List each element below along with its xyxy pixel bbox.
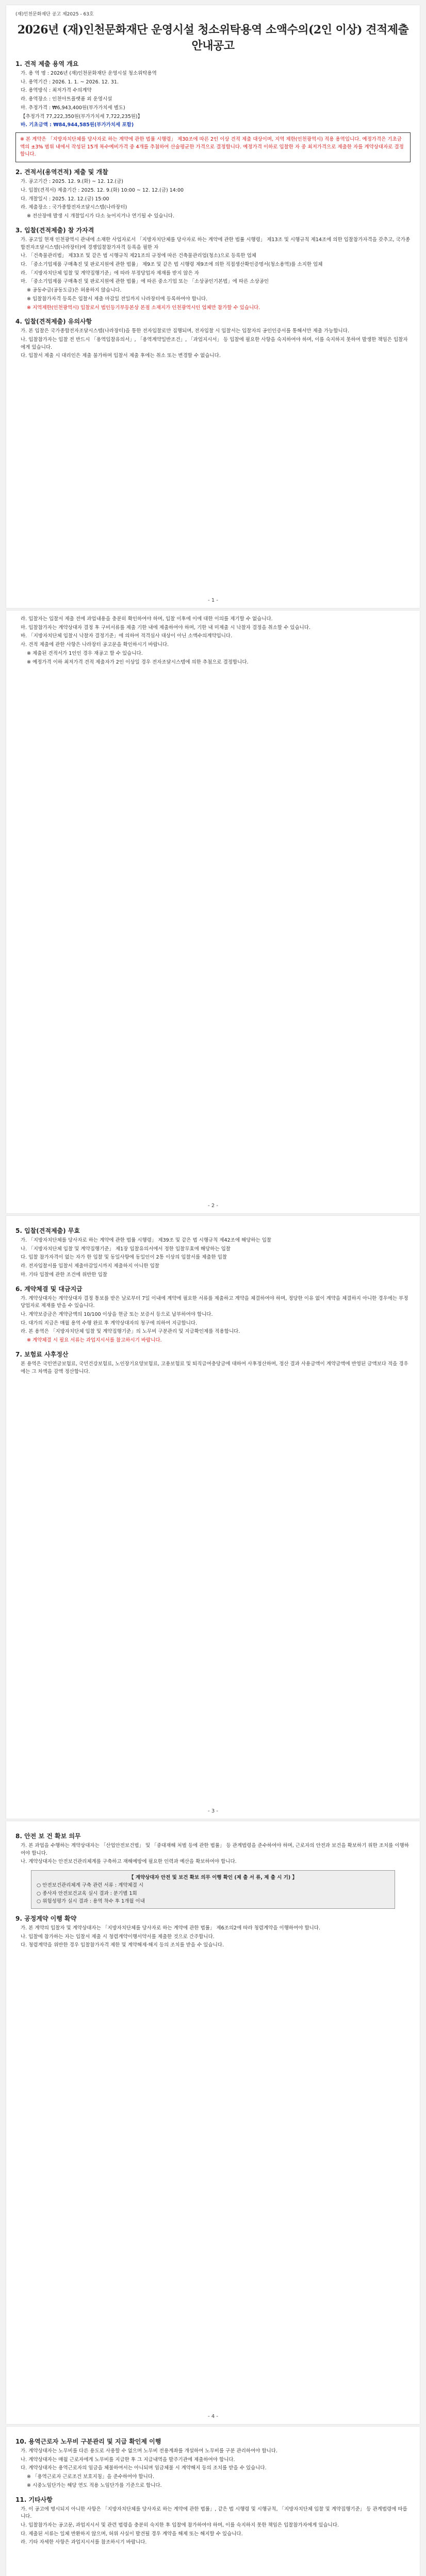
s10-note: ※ 「용역근로자 근로조건 보호지침」을 준수하여야 합니다. — [27, 2474, 154, 2480]
document-page-5 — [6, 2427, 420, 2576]
s4-item: 라. 입찰자는 입찰서 제출 전에 과업내용을 충분히 확인하여야 하며, 입찰 이후에 이에 대한 이의를 제기할 수 없습니다. — [21, 616, 273, 622]
s6-item: 다. 대가의 지급은 매월 용역 수행 완료 후 계약상대자의 청구에 의하여 지급합니다. — [21, 1320, 198, 1326]
s3-note: ※ 입찰참가자격 등록은 입찰서 제출 마감일 전일까지 나라장터에 등록하여야 합니다. — [27, 296, 208, 302]
s3-item: 가. 공고일 현재 인천광역시 관내에 소재한 사업자로서 「지방자치단체를 당사자로 하는 계약에 관한 법률 시행령」 제13조 및 시행규칙 제14조에 의한 입찰참가자격을 갖추고, 국가종합전자조달시스템(나라장터)에 경쟁입찰참가자격 등록을 필한 자 — [21, 236, 411, 250]
s7-text: 본 용역은 국민연금보험료, 국민건강보험료, 노인장기요양보험료, 고용보험료 및 퇴직급여충당금에 대하여 사후정산하며, 정산 결과 사용금액이 계약금액에 반영된 금액보다 적을 경우에는 그 차액을 감액 정산합니다. — [21, 1361, 408, 1375]
s4-note: ※ 예정가격 이하 최저가격 견적 제출자가 2인 이상일 경우 전자조달시스템에 의한 추첨으로 결정합니다. — [27, 659, 249, 665]
s2-item: 가. 공고기간 : 2025. 12. 9.(화) ~ 12. 12.(금) — [21, 179, 123, 185]
s4-item: 나. 입찰참가자는 입찰 전 반드시 「용역입찰유의서」, 「용역계약일반조건」, 「과업지시서」 등 입찰에 필요한 사항을 숙지하여야 하며, 이를 숙지하지 못하여 발생한 책임은 입찰자에게 있습니다. — [21, 336, 408, 350]
s1-item: 마. 추정가격 : ₩6,943,400원(부가가치세 별도) — [21, 105, 125, 111]
s4-item: 바. 「지방자치단체 입찰시 낙찰자 결정기준」에 의하여 적격심사 대상이 아닌 소액수의계약입니다. — [21, 633, 233, 639]
s6-item: 가. 계약상대자는 계약상대자 결정 통보를 받은 날로부터 7일 이내에 계약에 필요한 서류를 제출하고 계약을 체결하여야 하며, 정당한 이유 없이 계약을 체결하지 아니한 경우에는 부정당업자로 제재를 받을 수 있습니다. — [21, 1295, 408, 1309]
s5-item: 나. 「지방자치단체 입찰 및 계약집행기준」 제1장 입찰유의서에서 정한 입찰무효에 해당하는 입찰 — [21, 1246, 231, 1252]
s5-item: 가. 「지방자치단체를 당사자로 하는 계약에 관한 법률 시행령」 제39조 및 같은 법 시행규칙 제42조에 해당하는 입찰 — [21, 1238, 272, 1243]
s11-item: 가. 이 공고에 명시되지 아니한 사항은 「지방자치단체를 당사자로 하는 계약에 관한 법률」, 같은 법 시행령 및 시행규칙, 「지방자치단체 입찰 및 계약집행기준」 등 관계법령에 따릅니다. — [21, 2506, 407, 2520]
safety-box-title: 【 계약상대자 안전 및 보건 확보 의무 이행 확인 (제 출 서 류, 제 출 시 기) 】 — [128, 1875, 298, 1881]
s6-red-note: ※ 계약체결 시 필요 서류는 과업지시서를 참고하시기 바랍니다. — [27, 1337, 162, 1344]
document-page-2 — [6, 611, 420, 1213]
s1-item: 다. 용역방식 : 최저가격 수의계약 — [21, 88, 92, 94]
s3-item: 다. 「중소기업제품 구매촉진 및 판로지원에 관한 법률」 제9조 및 같은 법 시행령 제9조에 의한 직접생산확인증명서(청소용역)를 소지한 업체 — [21, 261, 323, 267]
page-number: - 1 - — [208, 598, 218, 603]
s4-item: 다. 입찰서 제출 시 대리인은 제출 불가하며 입찰서 제출 후에는 취소 또는 변경할 수 없습니다. — [21, 353, 221, 359]
s8-item: 가. 본 과업을 수행하는 계약상대자는 「산업안전보건법」 및 「중대재해 처벌 등에 관한 법률」 등 관계법령을 준수하여야 하며, 근로자의 안전과 보건을 확보하기 위한 조치를 이행하여야 합니다. — [21, 1843, 409, 1856]
s4-item: 사. 견적 제출에 관한 사항은 나라장터 공고문을 확인하시기 바랍니다. — [21, 642, 169, 648]
section-8-heading: 8. 안전 보 건 확보 의무 — [15, 1833, 81, 1840]
section-3-heading: 3. 입찰(견적제출) 참 가자격 — [15, 226, 94, 234]
safety-box-line: ○ 위험성평가 실시 결과 : 용역 착수 후 1개월 이내 — [37, 1898, 145, 1904]
s5-item: 다. 입찰 참가자격이 없는 자가 한 입찰 및 동일사항에 동일인이 2통 이상의 입찰서를 제출한 입찰 — [21, 1255, 227, 1261]
s9-item: 나. 입찰에 참가하는 자는 입찰서 제출 시 청렴계약이행서약서를 제출한 것으로 간주합니다. — [21, 1934, 215, 1940]
safety-box-line: ○ 안전보건관리체계 구축 관련 서류 : 계약체결 시 — [37, 1883, 143, 1889]
s2-item: 라. 제출장소 : 국가종합전자조달시스템(나라장터) — [21, 205, 127, 211]
s2-item: 다. 개찰일시 : 2025. 12. 12.(금) 15:00 — [21, 196, 109, 202]
document-page-4 — [6, 1821, 420, 2424]
s1-item: 라. 용역장소 : 인천아트플랫폼 외 운영시설 — [21, 96, 112, 103]
safety-requirements-box — [31, 1870, 395, 1909]
document-title: 2026년 (재)인천문화재단 운영시설 청소위탁용역 소액수의(2인 이상) 견적제출 안내공고 — [17, 23, 409, 53]
page-number: - 3 - — [208, 1808, 218, 1814]
s6-item: 라. 본 용역은 「지방자치단체 입찰 및 계약집행기준」의 노무비 구분관리 및 지급확인제를 적용합니다. — [21, 1329, 240, 1335]
section-10-heading: 10. 용역근로자 노무비 구분관리 및 지급 확인제 이행 — [15, 2438, 161, 2445]
s11-item: 라. 기타 자세한 사항은 과업지시서를 참조하시기 바랍니다. — [21, 2539, 147, 2546]
safety-box-line: ○ 종사자 안전보건교육 실시 결과 : 분기별 1회 — [37, 1890, 137, 1896]
s5-item: 라. 전자입찰서를 입찰서 제출마감일시까지 제출하지 아니한 입찰 — [21, 1263, 159, 1269]
s4-note: ※ 제출된 견적서가 1인인 경우 재공고 할 수 있습니다. — [27, 650, 143, 656]
section-5-heading: 5. 입찰(견적제출) 무효 — [15, 1227, 80, 1234]
document-page-1 — [6, 5, 420, 608]
s5-item: 마. 기타 입찰에 관한 조건에 위반한 입찰 — [21, 1272, 107, 1278]
s4-item: 마. 입찰참가자는 계약상대자 결정 후 구비서류를 제출 기한 내에 제출하여야 하며, 기한 내 미제출 시 낙찰자 결정을 취소할 수 있습니다. — [21, 624, 310, 631]
s2-note: ※ 전산장애 발생 시 개찰일시가 다소 늦어지거나 연기될 수 있습니다. — [27, 213, 174, 219]
page-number: - 4 - — [208, 2414, 218, 2419]
s3-note: ※ 공동수급(공동도급)은 허용하지 않습니다. — [27, 287, 122, 294]
s10-item: 다. 계약상대자는 용역근로자의 임금을 체불하여서는 아니되며 임금체불 시 계약해지 등의 조치를 받을 수 있습니다. — [21, 2465, 267, 2471]
section-1-heading: 1. 견적 제출 용역 개요 — [15, 60, 79, 67]
notice-number: (재)인천문화재단 공고 제2025 - 63호 — [15, 12, 94, 17]
section-2-heading: 2. 견적서(용역견적) 제출 및 개찰 — [15, 168, 108, 176]
s3-item: 라. 「지방자치단체 입찰 및 계약집행기준」에 따라 부정당업자 제재를 받지 않은 자 — [21, 270, 199, 276]
s4-item: 가. 본 입찰은 국가종합전자조달시스템(나라장터)을 통한 전자입찰로만 집행되며, 전자입찰 시 입찰서는 입찰자의 공인인증서를 통해서만 제출 가능합니다. — [21, 328, 349, 334]
s11-item: 다. 제출된 서류는 일체 반환하지 않으며, 허위 사실이 발견될 경우 계약을 해제 또는 해지할 수 있습니다. — [21, 2531, 243, 2537]
s10-item: 가. 계약상대자는 노무비를 다른 용도로 사용할 수 없으며 노무비 전용계좌를 개설하여 노무비를 구분 관리하여야 합니다. — [21, 2448, 277, 2454]
notice-box: ※ 본 계약은 「지방자치단체를 당사자로 하는 계약에 관한 법률 시행령」 제30조에 따른 2인 이상 견적 제출 대상이며, 지역 제한(인천광역시) 적용 용역입니다. 예정가격은 기초금액의 ±3% 범위 내에서 작성된 15개 복수예비가격 중 4개를 추첨하여 산술평균한 가격으로 결정합니다. 예정가격 이하로 입찰한 자 중 최저가격으로 제출한 자를 계약상대자로 결정합니다. — [15, 132, 411, 162]
s6-item: 나. 계약보증금은 계약금액의 10/100 이상을 현금 또는 보증서 등으로 납부하여야 합니다. — [21, 1312, 213, 1318]
s3-note: ※ 지역제한(인천광역시) 입찰로서 법인등기부등본상 본점 소재지가 인천광역시인 업체만 참가할 수 있습니다. — [27, 304, 260, 311]
page-number: - 2 - — [208, 1203, 218, 1209]
s9-item: 가. 본 계약의 입찰자 및 계약상대자는 「지방자치단체를 당사자로 하는 계약에 관한 법률」 제6조의2에 따라 청렴계약을 이행하여야 합니다. — [21, 1925, 321, 1931]
s2-item: 나. 입찰(견적서) 제출기간 : 2025. 12. 9.(화) 10:00 ~ 12. 12.(금) 14:00 — [21, 187, 184, 193]
section-7-heading: 7. 보험료 사후정산 — [15, 1350, 69, 1358]
section-9-heading: 9. 공정계약 이행 확약 — [15, 1914, 77, 1922]
s3-item: 마. 「중소기업제품 구매촉진 및 판로지원에 관한 법률」에 따른 중소기업 또는 「소상공인기본법」에 따른 소상공인 — [21, 279, 269, 285]
s11-item: 나. 입찰참가자는 공고문, 과업지시서 및 관련 법령을 충분히 숙지한 후 입찰에 참가하여야 하며, 이를 숙지하지 못한 책임은 입찰참가자에게 있습니다. — [21, 2522, 339, 2529]
s9-item: 다. 청렴계약을 위반한 경우 입찰참가자격 제한 및 계약해제·해지 등의 조치를 받을 수 있습니다. — [21, 1942, 224, 1948]
s10-note: ※ 시중노임단가는 해당 연도 적용 노임단가를 기준으로 합니다. — [27, 2482, 162, 2488]
section-6-heading: 6. 계약체결 및 대금지급 — [15, 1285, 83, 1293]
s1-item: 가. 용 역 명 : 2026년 (재)인천문화재단 운영시설 청소위탁용역 — [21, 71, 157, 76]
s1-item: 나. 용역기간 : 2026. 1. 1. ~ 2026. 12. 31. — [21, 79, 119, 85]
s1-item: 【추정가격 77,222,350원(부가가치세 7,722,235원)】 — [21, 113, 143, 120]
section-11-heading: 11. 기타사항 — [15, 2496, 53, 2503]
s1-item-base-price: 바. 기초금액 : ₩84,944,585원(부가가치세 포함) — [21, 122, 134, 128]
section-4-heading: 4. 입찰(견적제출) 유의사항 — [15, 318, 92, 326]
s3-item: 나. 「건축물관리법」 제33조 및 같은 법 시행규칙 제21조의 규정에 따른 건축물관리업(청소)으로 등록한 업체 — [21, 253, 256, 259]
document-page-3 — [6, 1216, 420, 1819]
s8-item: 나. 계약상대자는 안전보건관리체계를 구축하고 재해예방에 필요한 인력과 예산을 확보하여야 합니다. — [21, 1859, 237, 1865]
s10-item: 나. 계약상대자는 매월 근로자에게 노무비를 지급한 후 그 지급내역을 발주기관에 제출하여야 합니다. — [21, 2456, 235, 2463]
